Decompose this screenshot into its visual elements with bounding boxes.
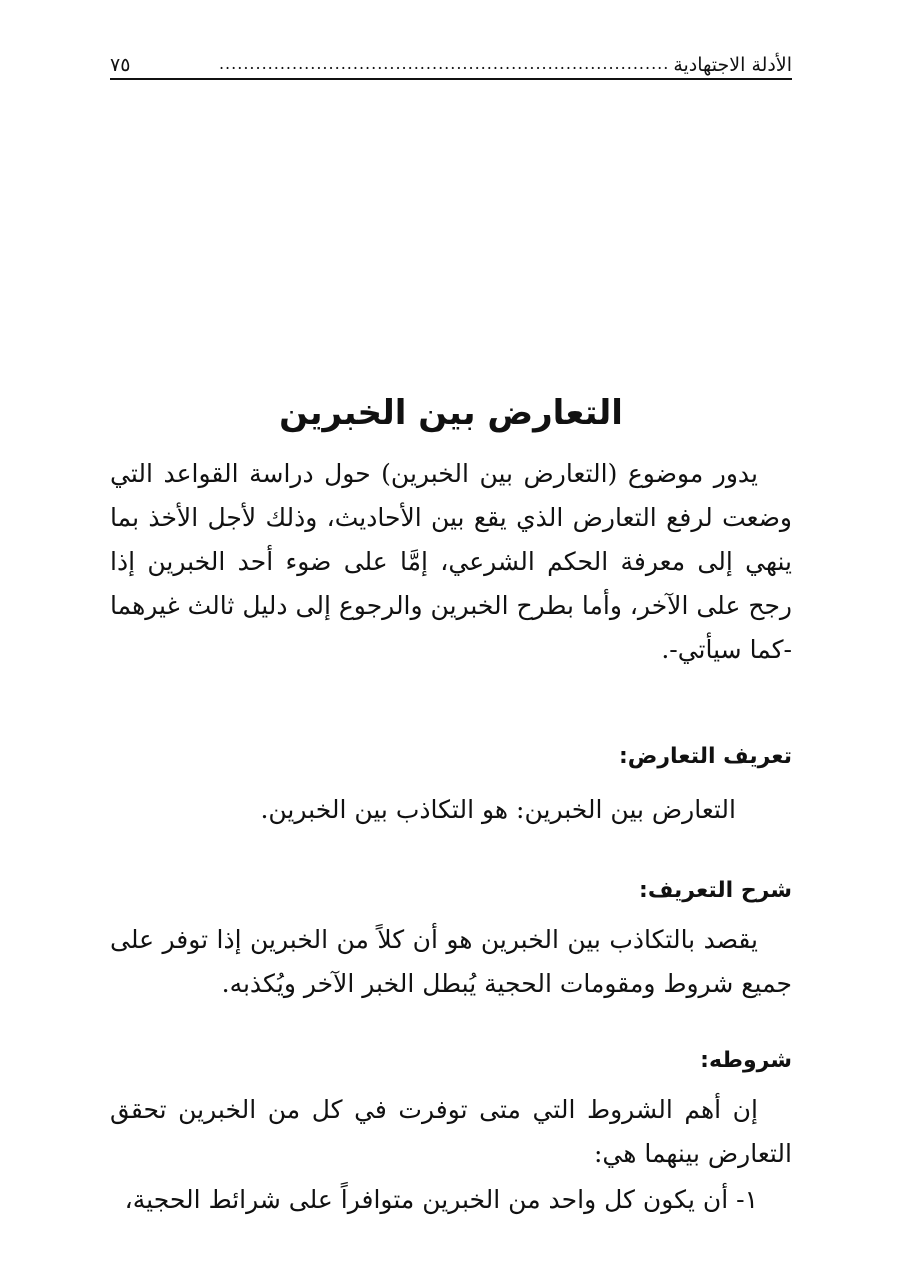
section-heading-explanation: شرح التعريف: bbox=[639, 878, 792, 903]
header-rule bbox=[110, 78, 792, 80]
book-page bbox=[110, 36, 792, 1236]
list-item: ١- أن يكون كل واحد من الخبرين متوافراً على شرائط الحجية، bbox=[124, 1185, 758, 1214]
running-header bbox=[110, 36, 792, 76]
chapter-title: التعارض بين الخبرين bbox=[279, 392, 623, 433]
running-header-title: الأدلة الاجتهادية bbox=[673, 54, 792, 76]
explanation-paragraph: يقصد بالتكاذب بين الخبرين هو أن كلاً من الخبرين إذا توفر على جميع شروط ومقومات الحجية يُبطل الخبر الآخر ويُكذبه. bbox=[110, 925, 792, 998]
definition-text: التعارض بين الخبرين: هو التكاذب بين الخبرين. bbox=[260, 795, 736, 824]
intro-paragraph: يدور موضوع (التعارض بين الخبرين) حول دراسة القواعد التي وضعت لرفع التعارض الذي يقع بين الأحاديث، وذلك لأجل الأخذ بما ينهي إلى معرفة الحكم الشرعي، إمَّا على ضوء أحد الخبرين إذا رجح على الآخر، وأما بطرح الخبرين والرجوع إلى دليل ثالث غيرهما -كما سيأتي-. bbox=[110, 459, 792, 664]
conditions-paragraph: إن أهم الشروط التي متى توفرت في كل من الخبرين تحقق التعارض بينهما هي: bbox=[110, 1095, 792, 1168]
running-header-leader-dots: .......................................................................... bbox=[218, 54, 670, 73]
page-number: ٧٥ bbox=[110, 54, 131, 76]
section-heading-definition: تعريف التعارض: bbox=[618, 744, 792, 769]
section-heading-conditions: شروطه: bbox=[700, 1048, 792, 1073]
